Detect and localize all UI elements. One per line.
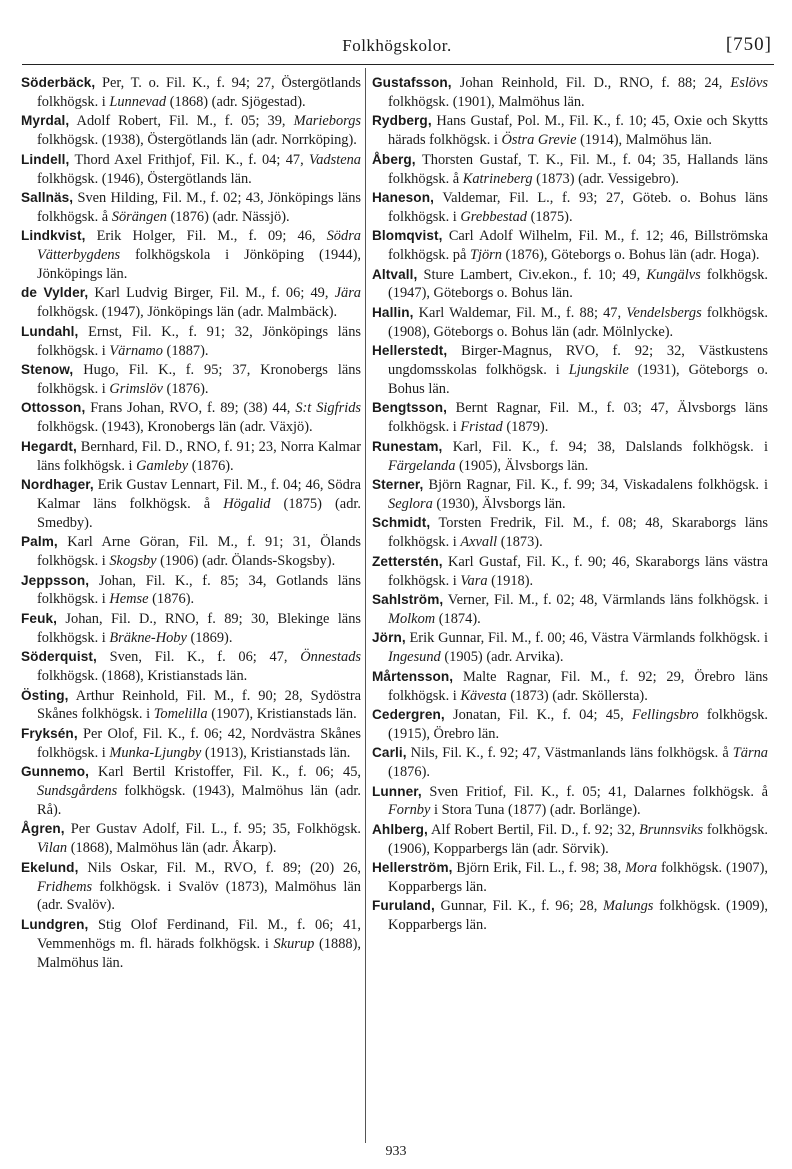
directory-entry [21,476,361,533]
entry-school: Sörängen [111,208,167,225]
entry-details: Per Olof, Fil. K., f. 06; 42, Nordvästra Skånes folkhögsk. i [37,725,361,761]
entry-details-end: folkhögsk. (1901), Malmöhus län. [388,93,585,110]
entry-school: Sundsgårdens [37,783,118,800]
entry-details-end: (1879). [502,419,549,436]
entry-details: Carl Adolf Wilhelm, Fil. M., f. 12; 46, Billströmska folkhögsk. på [388,228,768,264]
entry-school: Grimslöv [109,381,163,397]
entry-details: Karl Ludvig Birger, Fil. M., f. 06; 49, [88,285,335,302]
entry-details-end: folkhögsk. (1947), Göteborgs o. Bohus län. [388,266,769,302]
directory-entry [372,266,768,304]
entry-school: Skurup [273,935,315,952]
directory-entry [21,438,361,476]
entry-details: Per Gustav Adolf, Fil. L., f. 95; 35, Folkhögsk. [64,821,361,838]
directory-entry [372,399,768,437]
directory-entry [372,227,768,265]
entry-details-end: folkhögsk. (1907), Kopparbergs län. [388,860,768,896]
directory-entry [21,820,361,858]
entry-name: Ekelund, [21,859,79,875]
entry-name: Nordhager, [21,477,94,493]
entry-name: Hallin, [372,304,414,320]
entry-name: Runestam, [372,438,443,454]
entry-school: Hemse [109,591,149,608]
directory-entry [21,189,361,227]
entry-school: Södra Vätterbygdens [37,228,361,264]
entry-details: Alf Robert Bertil, Fil. D., f. 92; 32, [427,821,639,838]
entry-details-end: (1905), Älvsborgs län. [455,457,589,474]
directory-entry [21,112,361,150]
entry-details: Adolf Robert, Fil. M., f. 05; 39, [69,113,294,130]
entry-details-end: (1876). [388,764,430,781]
header-rule [22,64,774,65]
entry-details: Valdemar, Fil. L., f. 93; 27, Göteb. o. Bohus läns folkhögsk. i [388,189,768,225]
directory-entry [21,323,361,361]
entry-school: Skogsby [109,553,157,570]
entry-details: Sture Lambert, Civ.ekon., f. 10; 49, [417,266,647,283]
entry-details-end: (1868) (adr. Sjögestad). [166,93,306,110]
entry-school: Grebbestad [460,208,527,225]
entry-details-end: folkhögsk. i Svalöv (1873), Malmöhus län (adr. Svalöv). [37,878,361,914]
directory-entry [372,112,768,150]
directory-entry [21,648,361,686]
entry-details: Karl Bertil Kristoffer, Fil. K., f. 06; 45, [89,764,361,781]
entry-school: Vadstena [309,151,361,168]
directory-entry [372,304,768,342]
entry-details: Sven Hilding, Fil. M., f. 02; 43, Jönköpings läns folkhögsk. å [37,189,361,225]
entry-name: Östing, [21,687,69,703]
entry-details-end: folkhögsk. (1938), Östergötlands län (adr. Norrköping). [37,132,357,149]
entry-school: Lunnevad [109,93,167,110]
entry-school: Katrineberg [462,170,533,187]
entry-details-end: folkhögsk. (1943), Malmöhus län (adr. Rå). [37,783,361,818]
directory-entry [21,284,361,322]
directory-entry [21,533,361,571]
entry-details: Bernhard, Fil. D., RNO, f. 91; 23, Norra Kalmar läns folkhögsk. i [37,438,361,474]
entry-details: Nils Oskar, Fil. M., RVO, f. 89; (20) 26, [78,859,361,876]
entry-details: Bernt Ragnar, Fil. M., f. 03; 47, Älvsborgs läns folkhögsk. i [388,400,768,436]
entry-name: Söderquist, [21,649,97,665]
entry-name: Cedergren, [372,706,445,722]
entry-name: Åberg, [372,151,416,167]
entry-school: S:t Sigfrids [295,400,361,417]
entry-details: Karl Gustaf, Fil. K., f. 90; 46, Skaraborgs läns västra folkhögsk. i [388,553,768,589]
entry-details-end: folkhögskola i Jönköping (1944), Jönköpings län. [37,247,361,283]
entry-name: Lundgren, [21,916,89,932]
directory-entry [21,916,361,973]
entry-school: Marieborgs [293,113,361,130]
entry-details: Erik Gustav Lennart, Fil. M., f. 04; 46, Södra Kalmar läns folkhögsk. å [37,477,361,512]
entry-school: Fridhems [37,878,93,895]
entry-details-end: folkhögsk. (1908), Göteborgs o. Bohus län (adr. Mölnlycke). [388,304,768,340]
entry-details: Björn Erik, Fil. L., f. 98; 38, [452,860,626,877]
entry-name: Stenow, [21,362,74,378]
directory-entry [372,668,768,706]
entry-name: Hellerstedt, [372,343,448,359]
directory-entry [372,591,768,629]
entry-school: Östra Grevie [501,132,577,149]
column-divider [365,68,366,1143]
entry-name: Myrdal, [21,113,70,129]
entry-details-end: folkhögsk. (1909), Kopparbergs län. [388,898,768,934]
directory-entry [372,629,768,667]
entry-name: Söderbäck, [21,75,96,90]
entry-school: Ljungskile [568,362,629,379]
entry-name: Blomqvist, [372,228,443,244]
directory-entry [21,610,361,648]
entry-details-end: (1873) (adr. Vessigebro). [532,170,679,187]
left-column [21,74,361,973]
entry-details-end: (1907), Kristianstads län. [207,706,357,723]
entry-details: Hugo, Fil. K., f. 95; 37, Kronobergs läns folkhögsk. i [37,362,361,397]
entry-details: Johan, Fil. K., f. 85; 34, Gotlands läns folkhögsk. i [37,572,361,608]
entry-name: Rydberg, [372,113,432,129]
footer-page-number: 933 [385,1144,407,1159]
entry-details: Birger-Magnus, RVO, f. 92; 32, Västkustens ungdomsskolas folkhögsk. i [388,343,768,379]
entry-school: Högalid [223,495,271,512]
header-page-number: [750] [725,34,772,55]
entry-details: Frans Johan, RVO, f. 89; (38) 44, [85,400,296,417]
entry-details: Ernst, Fil. K., f. 91; 32, Jönköpings läns folkhögsk. i [37,323,361,359]
directory-entry [21,74,361,112]
entry-school: Mora [625,860,658,877]
entry-details-end: i Stora Tuna (1877) (adr. Borlänge). [430,802,641,819]
entry-school: Malungs [603,898,654,915]
directory-entry [21,151,361,189]
entry-name: Hegardt, [21,438,77,454]
entry-details-end: folkhögsk. (1868), Kristianstads län. [37,668,248,685]
entry-details: Stig Olof Ferdinand, Fil. M., f. 06; 41, Vemmenhögs m. fl. härads folkhögsk. i [37,916,361,952]
entry-name: Gunnemo, [21,764,90,780]
entry-school: Önnestads [300,649,361,666]
entry-school: Gamleby [136,457,189,474]
directory-entry [372,438,768,476]
entry-school: Värnamo [109,342,163,359]
entry-name: Jörn, [372,630,406,646]
directory-entry [21,763,361,820]
entry-school: Kävesta [460,687,507,704]
entry-details: Erik Holger, Fil. M., f. 09; 46, [85,228,327,245]
entry-details-end: (1876) (adr. Nässjö). [166,208,290,225]
entry-name: Furuland, [372,898,435,914]
directory-entry [21,361,361,399]
entry-name: Hellerström, [372,860,453,876]
entry-name: Lunner, [372,783,422,799]
entry-details-end: (1875). [526,208,573,225]
entry-details: Thorsten Gustaf, T. K., Fil. M., f. 04; 35, Hallands läns folkhögsk. å [388,151,768,187]
entry-details-end: folkhögsk. (1915), Örebro län. [388,706,768,742]
directory-entry [372,342,768,399]
entry-details-end: (1873) (adr. Sköllersta). [506,687,648,704]
entry-details-end: (1905) (adr. Arvika). [440,649,564,666]
entry-details: Torsten Fredrik, Fil. M., f. 08; 48, Skaraborgs läns folkhögsk. i [388,515,768,551]
entry-name: Lindkvist, [21,228,86,244]
directory-entry [372,74,768,112]
entry-name: Ahlberg, [372,821,428,837]
directory-entry [372,151,768,189]
entry-details: Nils, Fil. K., f. 92; 47, Västmanlands läns folkhögsk. å [406,745,733,762]
entry-details-end: (1876). [162,381,209,397]
page-header [22,36,772,62]
entry-details-end: folkhögsk. (1906), Kopparbergs län (adr. Sörvik). [388,821,768,857]
entry-name: Ågren, [21,821,65,837]
entry-details: Sven, Fil. K., f. 06; 47, [96,649,301,666]
entry-details-end: folkhögsk. (1946), Östergötlands län. [37,170,252,187]
entry-details: Gunnar, Fil. K., f. 96; 28, [434,898,604,915]
directory-entry [21,227,361,284]
entry-school: Vara [460,572,488,589]
entry-school: Fornby [388,802,431,819]
entry-details-end: (1876). [188,457,234,474]
directory-entry [372,859,768,897]
entry-details: Hans Gustaf, Pol. M., Fil. K., f. 10; 45, Oxie och Skytts härads folkhögsk. i [388,113,768,149]
entry-details: Verner, Fil. M., f. 02; 48, Värmlands läns folkhögsk. i [443,591,768,608]
entry-name: Sallnäs, [21,189,74,205]
entry-details-end: (1887). [162,342,209,359]
entry-details: Karl, Fil. K., f. 94; 38, Dalslands folkhögsk. i [442,438,768,455]
entry-school: Fristad [460,419,503,436]
entry-details-end: (1868), Malmöhus län (adr. Åkarp). [67,840,277,857]
entry-school: Bräkne-Hoby [109,629,187,646]
entry-details: Erik Gunnar, Fil. M., f. 00; 46, Västra Värmlands folkhögsk. i [405,630,768,647]
directory-entry [372,706,768,744]
entry-school: Kungälvs [646,266,701,283]
entry-name: Schmidt, [372,515,431,531]
entry-details: Sven Fritiof, Fil. K., f. 05; 41, Dalarnes folkhögsk. å [421,783,768,800]
directory-entry [372,821,768,859]
right-column [372,74,768,936]
entry-name: Ottosson, [21,400,86,416]
entry-school: Fellingsbro [631,706,699,723]
entry-details: Jonatan, Fil. K., f. 04; 45, [444,706,632,723]
entry-details-end: (1874). [435,610,481,627]
entry-details-end: (1913), Kristianstads län. [201,744,351,761]
entry-details-end: (1930), Älvsborgs län. [432,495,566,512]
entry-school: Brunnsviks [638,821,703,838]
entry-name: Haneson, [372,189,434,205]
directory-entry [21,859,361,916]
entry-name: Mårtensson, [372,668,454,684]
entry-name: Lindell, [21,151,70,167]
entry-name: Bengtsson, [372,400,448,416]
entry-school: Eslövs [730,75,768,91]
entry-school: Tjörn [469,247,502,264]
directory-entry [372,514,768,552]
entry-school: Molkom [388,610,436,627]
entry-details: Malte Ragnar, Fil. M., f. 92; 29, Örebro läns folkhögsk. i [388,668,768,704]
directory-entry [21,725,361,763]
entry-details: Karl Waldemar, Fil. M., f. 88; 47, [413,304,627,321]
entry-details-end: (1876). [148,591,195,608]
entry-school: Munka-Ljungby [109,744,202,761]
entry-school: Jära [334,285,361,302]
entry-details: Johan Reinhold, Fil. D., RNO, f. 88; 24, [451,75,731,91]
entry-details-end: (1931), Göteborgs o. Bohus län. [388,362,768,397]
entry-name: Jeppsson, [21,572,90,588]
entry-school: Vilan [37,840,68,857]
directory-entry [372,476,768,514]
entry-details-end: (1906) (adr. Ölands-Skogsby). [156,553,336,570]
directory-entry [21,687,361,725]
entry-details-end: (1869). [186,629,233,646]
directory-entry [372,897,768,935]
entry-name: Fryksén, [21,725,78,741]
entry-name: Zetterstén, [372,553,443,569]
entry-details-end: (1914), Malmöhus län. [576,132,713,149]
directory-entry [372,744,768,782]
directory-entry [372,783,768,821]
directory-entry [372,553,768,591]
entry-school: Vendelsbergs [626,304,702,321]
entry-name: Gustafsson, [372,75,452,90]
entry-details: Karl Arne Göran, Fil. M., f. 91; 31, Ölands folkhögsk. i [37,534,361,570]
entry-details-end: folkhögsk. (1943), Kronobergs län (adr. Växjö). [37,419,313,436]
entry-school: Tomelilla [153,706,208,723]
entry-details: Per, T. o. Fil. K., f. 94; 27, Östergötlands folkhögsk. i [37,75,361,110]
entry-name: de Vylder, [21,285,89,301]
entry-details: Arthur Reinhold, Fil. M., f. 90; 28, Sydöstra Skånes folkhögsk. i [37,687,361,723]
entry-name: Sahlström, [372,591,444,607]
entry-school: Tärna [732,745,768,762]
entry-name: Palm, [21,534,58,550]
entry-details: Björn Ragnar, Fil. K., f. 99; 34, Viskadalens folkhögsk. i [423,477,768,494]
entry-name: Altvall, [372,266,418,282]
entry-school: Färgelanda [388,457,456,474]
directory-entry [21,399,361,437]
entry-name: Feuk, [21,610,58,626]
entry-name: Lundahl, [21,323,79,339]
entry-details: Thord Axel Frithjof, Fil. K., f. 04; 47, [69,151,310,168]
entry-details-end: (1876), Göteborgs o. Bohus län (adr. Hoga). [501,247,760,264]
entry-school: Seglora [388,495,433,512]
entry-school: Axvall [460,534,498,551]
entry-details-end: (1873). [497,534,543,551]
entry-name: Carli, [372,745,407,761]
directory-entry [21,572,361,610]
entry-school: Ingesund [388,649,441,666]
page-title: Folkhögskolor. [342,36,452,55]
directory-entry [372,189,768,227]
entry-details: Johan, Fil. D., RNO, f. 89; 30, Blekinge läns folkhögsk. i [37,610,361,646]
entry-details-end: (1918). [487,572,534,589]
entry-details-end: folkhögsk. (1947), Jönköpings län (adr. Malmbäck). [37,304,338,321]
entry-details-end: (1888), Malmöhus län. [37,935,361,971]
entry-details-end: (1875) (adr. Smedby). [37,495,361,531]
entry-name: Sterner, [372,477,424,493]
